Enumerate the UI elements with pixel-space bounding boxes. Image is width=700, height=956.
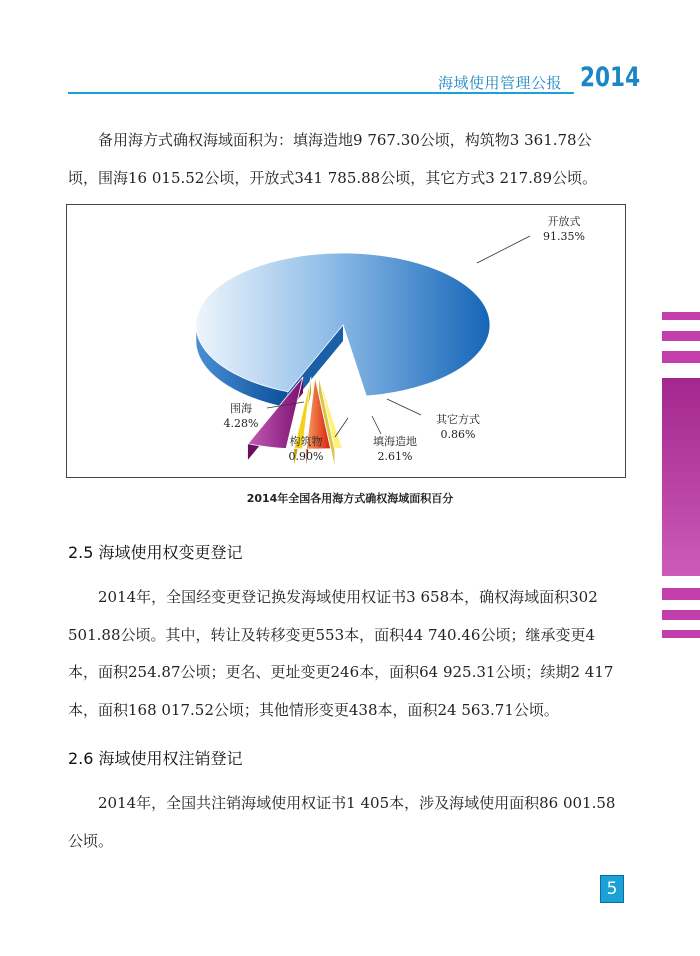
side-tab (662, 312, 700, 320)
leader-line (477, 236, 530, 263)
page-number: 5 (600, 875, 624, 903)
section-2-6-line-2: 公顷。 (68, 831, 114, 850)
leader-line (372, 416, 381, 434)
section-2-5-line-2: 501.88公顷。其中，转让及转移变更553本，面积44 740.46公顷；继承变更4 (68, 625, 596, 644)
pie-label-category: 围海 (230, 402, 252, 415)
header-year: 2014 (580, 62, 641, 93)
side-tab (662, 351, 700, 363)
pie-label-value: 0.90% (288, 450, 324, 463)
section-2-6-paragraph (68, 785, 628, 860)
header-title: 海域使用管理公报 (438, 74, 563, 92)
pie-label-category: 其它方式 (436, 413, 480, 426)
pie-slice-开放式 (196, 253, 490, 408)
section-2-5-heading: 2.5 海域使用权变更登记 (68, 543, 243, 562)
chart-caption: 2014年全国各用海方式确权海域面积百分 (246, 492, 454, 505)
section-2-5-paragraph (68, 579, 628, 729)
section-2-6-heading: 2.6 海域使用权注销登记 (68, 749, 243, 768)
pie-label-value: 4.28% (223, 417, 259, 430)
pie-chart-frame (66, 204, 626, 478)
leader-line (387, 399, 421, 415)
side-tab (662, 588, 700, 600)
leader-line (335, 418, 348, 437)
side-tab-active (662, 378, 700, 576)
pie-label-category: 开放式 (547, 215, 581, 228)
side-tab (662, 630, 700, 638)
pie-label-category: 构筑物 (289, 435, 323, 448)
side-tab (662, 331, 700, 341)
pie-label-category: 填海造地 (373, 435, 417, 448)
side-tab (662, 610, 700, 620)
pie-label-value: 91.35% (543, 230, 585, 243)
intro-line-1: 备用海方式确权海域面积为：填海造地9 767.30公顷，构筑物3 361.78公 (98, 131, 592, 149)
pie-chart (67, 205, 625, 477)
section-2-5-line-4: 本，面积168 017.52公顷；其他情形变更438本，面积24 563.71公顷。 (68, 700, 559, 719)
section-2-6-line-1: 2014年，全国共注销海域使用权证书1 405本，涉及海域使用面积86 001.58 (98, 794, 616, 812)
section-2-5-line-3: 本，面积254.87公顷；更名、更址变更246本，面积64 925.31公顷；续期2 417 (68, 663, 614, 681)
pie-label-value: 2.61% (377, 450, 413, 463)
intro-paragraph (68, 122, 628, 197)
intro-line-2: 顷，围海16 015.52公顷，开放式341 785.88公顷，其它方式3 217.89公顷。 (68, 168, 598, 187)
pie-label-value: 0.86% (440, 428, 476, 441)
section-2-5-line-1: 2014年，全国经变更登记换发海域使用权证书3 658本，确权海域面积302 (98, 588, 598, 606)
